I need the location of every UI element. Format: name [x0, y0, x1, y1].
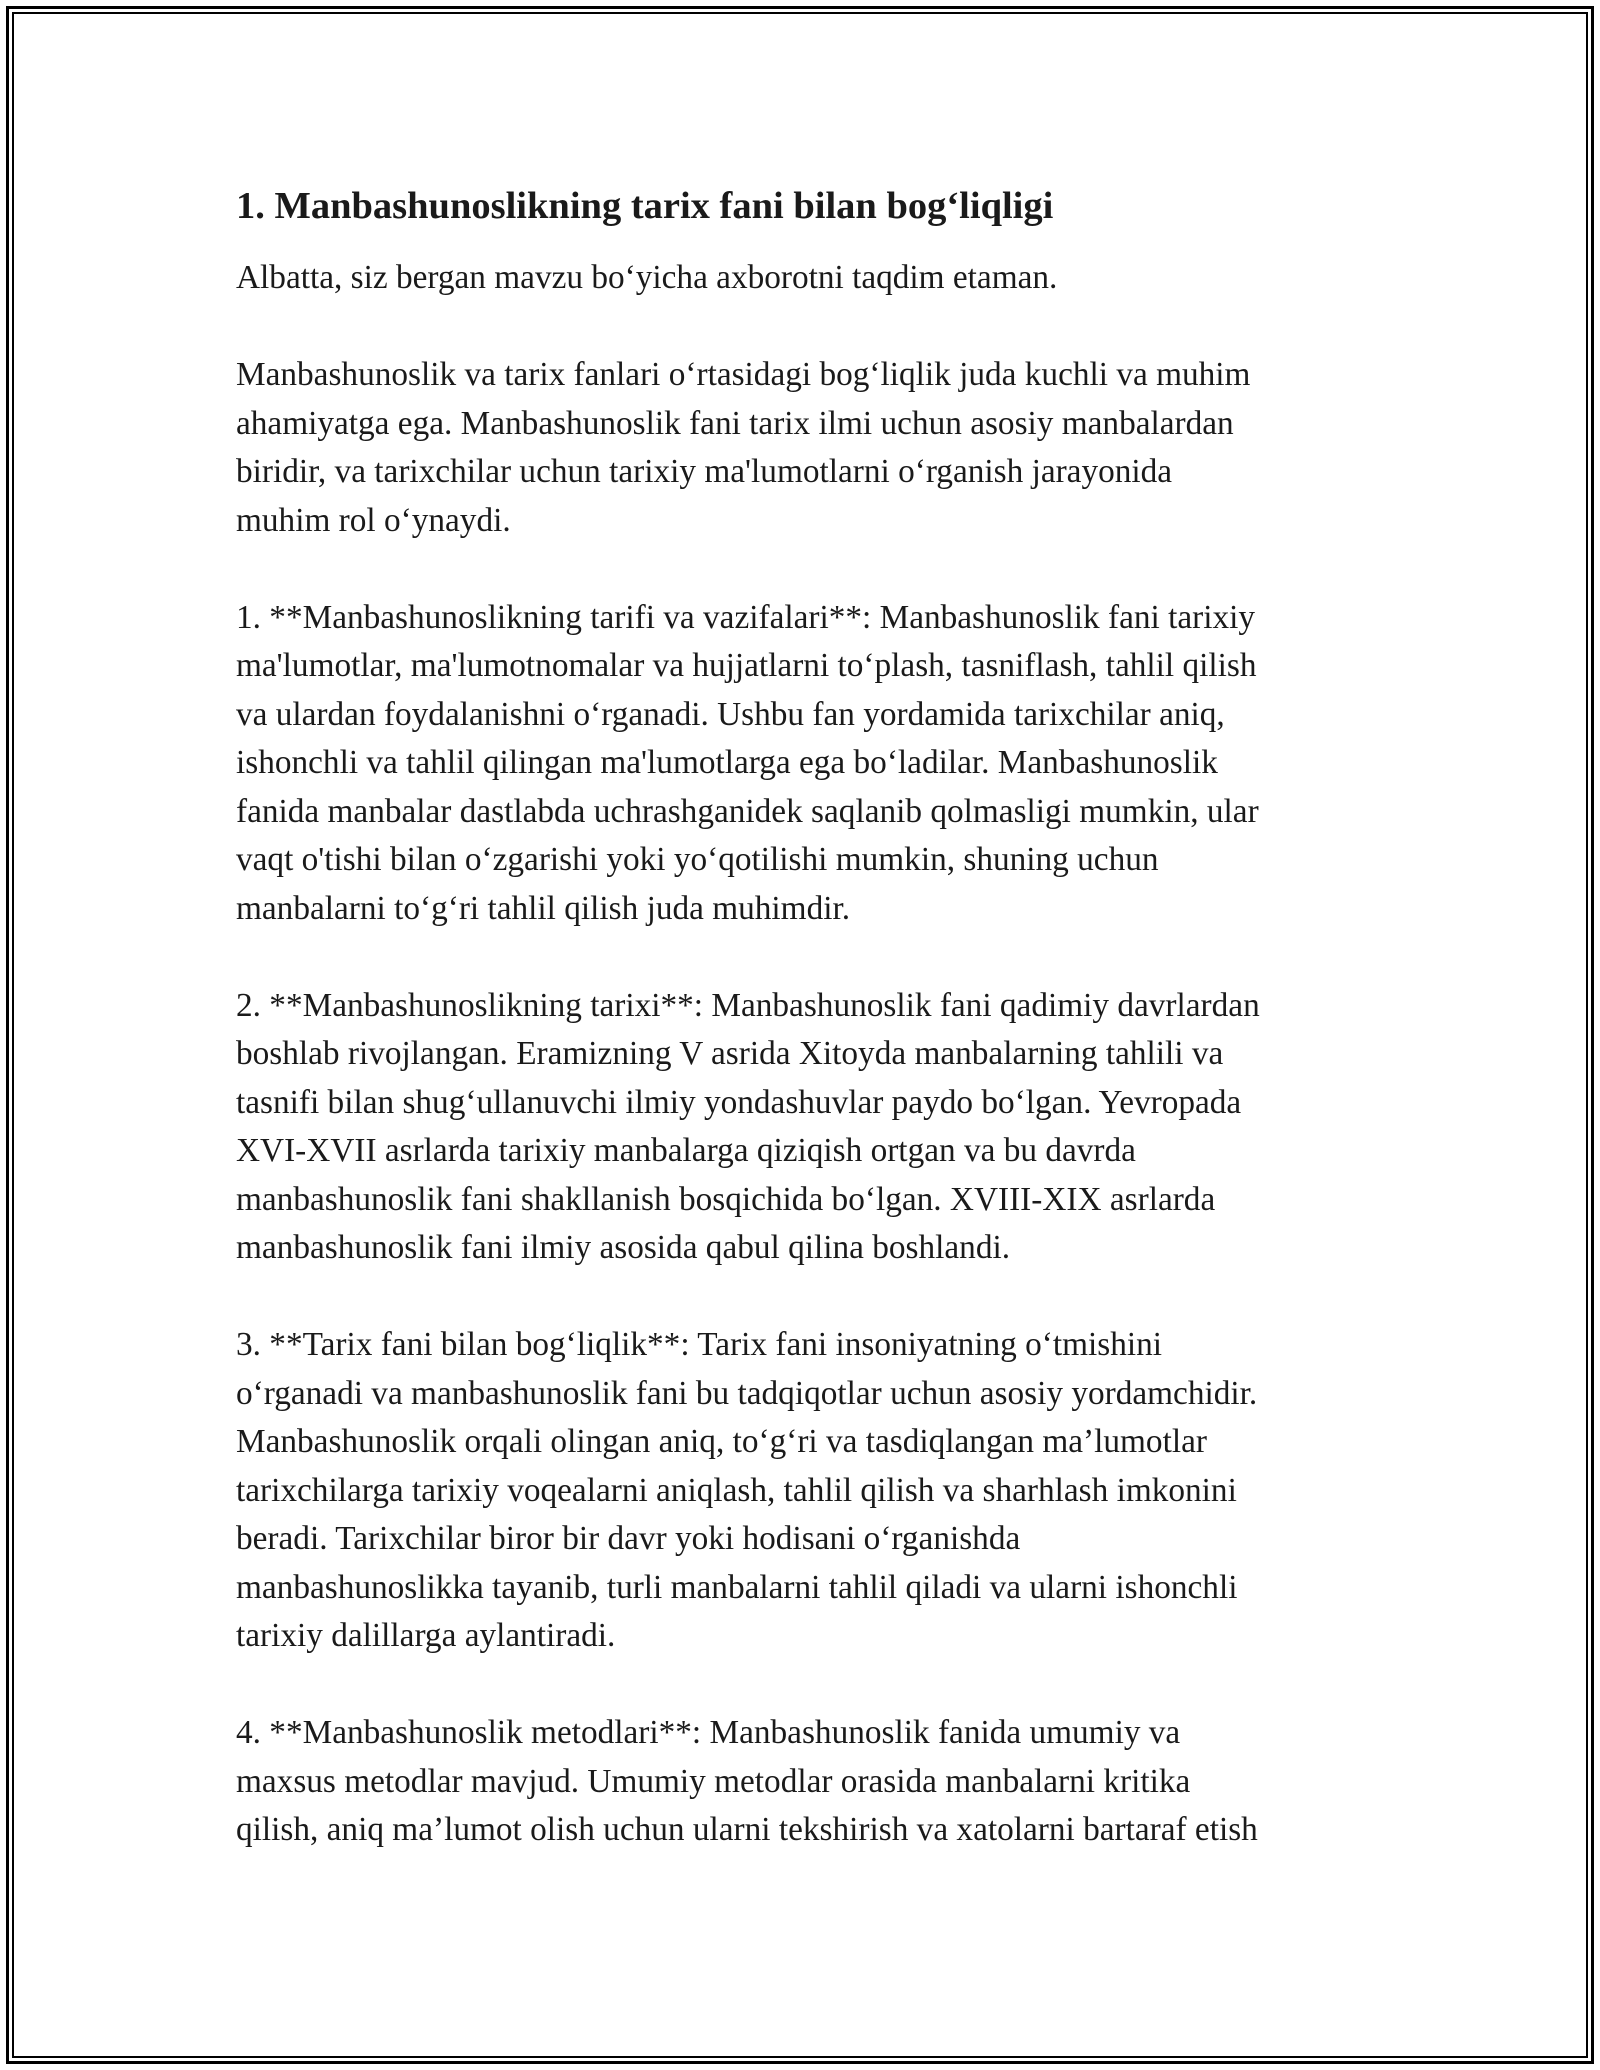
text-line: boshlab rivojlangan. Eramizning V asrida Xitoyda manbalarning tahlili va	[236, 1035, 1224, 1072]
text-line: tarixchilarga tarixiy voqealarni aniqlash, tahlil qilish va sharhlash imkonini	[236, 1471, 1237, 1509]
text-line: manbashunoslikka tayanib, turli manbalarni tahlil qiladi va ularni ishonchli	[236, 1568, 1238, 1606]
text-line: ma'lumotlar, ma'lumotnomalar va hujjatlarni to‘plash, tasniflash, tahlil qilish	[236, 647, 1257, 684]
text-line: muhim rol o‘ynaydi.	[236, 501, 511, 539]
intro-paragraph	[236, 254, 1396, 303]
text-line: Manbashunoslik va tarix fanlari o‘rtasidagi bog‘liqlik juda kuchli va muhim	[236, 356, 1251, 393]
paragraph-item-2	[236, 982, 1396, 1273]
text-line: vaqt o'tishi bilan o‘zgarishi yoki yo‘qotilishi mumkin, shuning uchun	[236, 841, 1159, 878]
text-line: ishonchli va tahlil qilingan ma'lumotlarga ega bo‘ladilar. Manbashunoslik	[236, 744, 1218, 781]
text-line: manbashunoslik fani shakllanish bosqichida bo‘lgan. XVIII-XIX asrlarda	[236, 1180, 1216, 1218]
paragraph-item-3	[236, 1321, 1396, 1661]
text-line: manbalarni to‘g‘ri tahlil qilish juda muhimdir.	[236, 889, 851, 927]
text-line: 3. **Tarix fani bilan bog‘liqlik**: Tarix fani insoniyatning o‘tmishini	[236, 1326, 1162, 1363]
text-line: beradi. Tarixchilar biror bir davr yoki hodisani o‘rganishda	[236, 1520, 1021, 1557]
text-line: Manbashunoslik orqali olingan aniq, to‘g‘ri va tasdiqlangan ma’lumotlar	[236, 1423, 1207, 1460]
text-line: ahamiyatga ega. Manbashunoslik fani tarix ilmi uchun asosiy manbalardan	[236, 404, 1234, 442]
text-line: 2. **Manbashunoslikning tarixi**: Manbashunoslik fani qadimiy davrlardan	[236, 986, 1260, 1024]
paragraph-item-4	[236, 1709, 1396, 1855]
text-line: maxsus metodlar mavjud. Umumiy metodlar orasida manbalarni kritika	[236, 1762, 1191, 1800]
text-line: XVI-XVII asrlarda tarixiy manbalarga qiziqish ortgan va bu davrda	[236, 1132, 1136, 1169]
text-line: qilish, aniq ma’lumot olish uchun ularni tekshirish va xatolarni bartaraf etish	[236, 1811, 1258, 1848]
text-line: tasnifi bilan shug‘ullanuvchi ilmiy yondashuvlar paydo bo‘lgan. Yevropada	[236, 1083, 1242, 1121]
text-line: o‘rganadi va manbashunoslik fani bu tadqiqotlar uchun asosiy yordamchidir.	[236, 1374, 1258, 1412]
text-line: 4. **Manbashunoslik metodlari**: Manbashunoslik fanida umumiy va	[236, 1714, 1181, 1751]
text-line: Albatta, siz bergan mavzu bo‘yicha axborotni taqdim etaman.	[236, 259, 1058, 296]
paragraph-overview	[236, 351, 1396, 545]
text-line: biridir, va tarixchilar uchun tarixiy ma'lumotlarni o‘rganish jarayonida	[236, 453, 1173, 490]
document-body	[236, 182, 1396, 1903]
text-line: 1. **Manbashunoslikning tarifi va vazifalari**: Manbashunoslik fani tarixiy	[236, 598, 1256, 636]
text-line: manbashunoslik fani ilmiy asosida qabul qilina boshlandi.	[236, 1229, 1011, 1266]
paragraph-item-1	[236, 594, 1396, 934]
text-line: tarixiy dalillarga aylantiradi.	[236, 1617, 616, 1654]
text-line: va ulardan foydalanishni o‘rganadi. Ushbu fan yordamida tarixchilar aniq,	[236, 695, 1225, 733]
text-line: fanida manbalar dastlabda uchrashganidek saqlanib qolmasligi mumkin, ular	[236, 792, 1259, 830]
document-title: 1. Manbashunoslikning tarix fani bilan bog‘liqligi	[236, 185, 1054, 227]
